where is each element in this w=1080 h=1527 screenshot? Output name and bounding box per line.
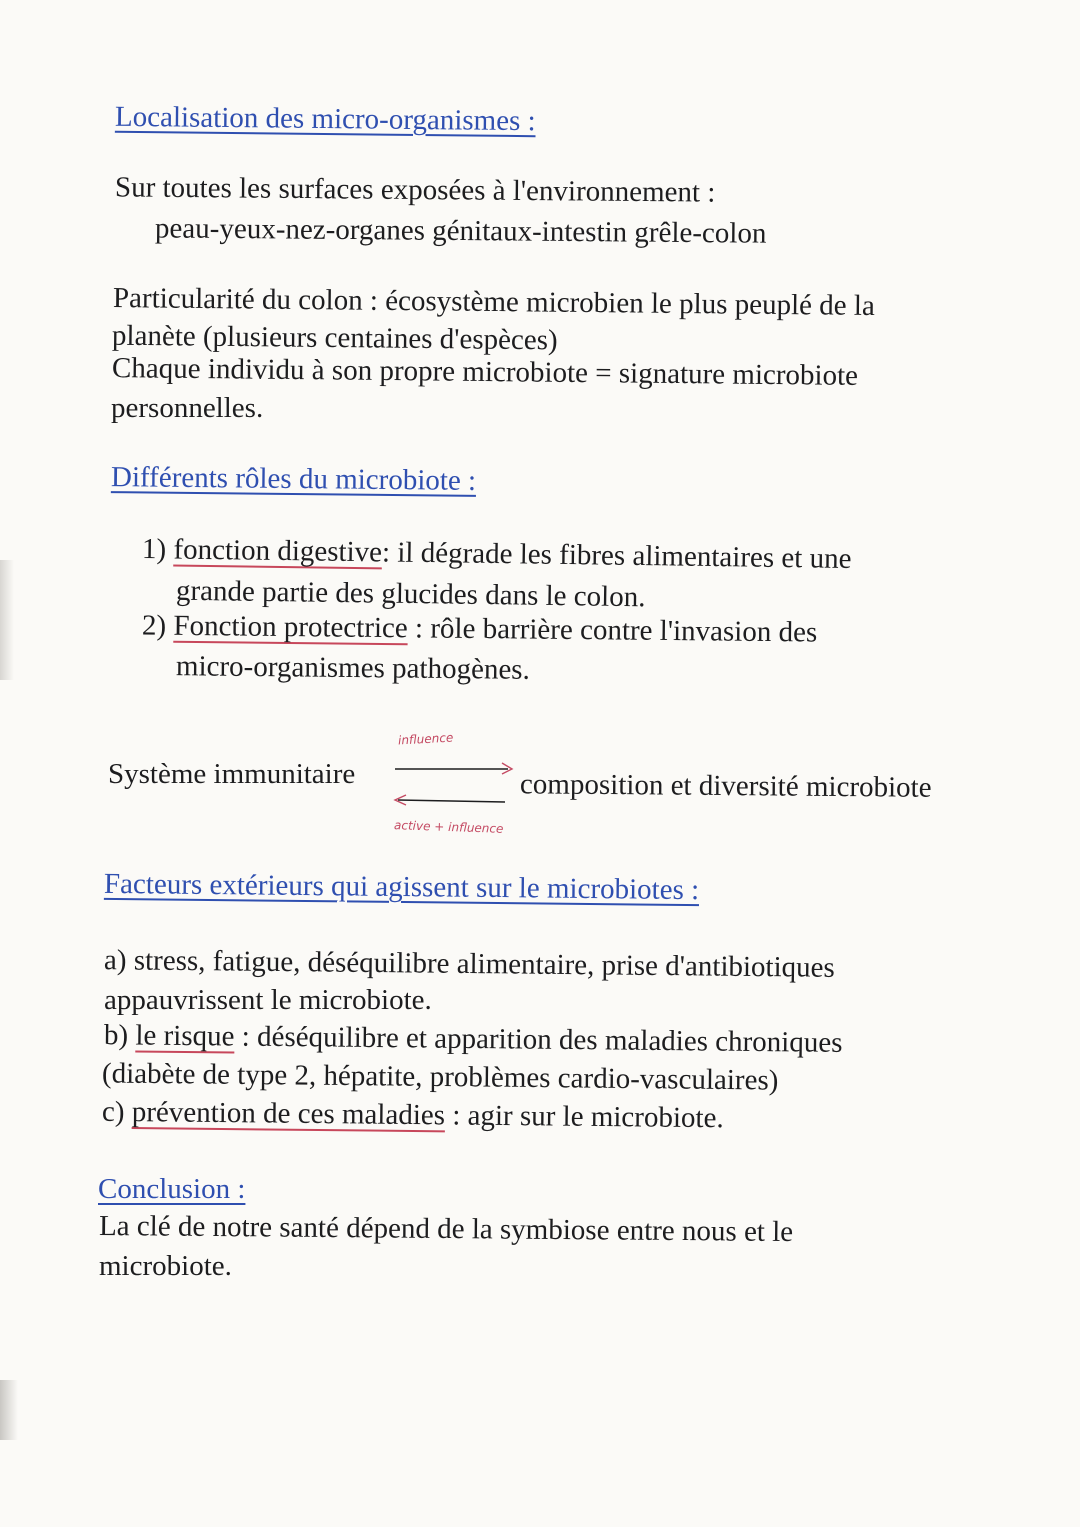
annotation-active-influence: active + influence (393, 818, 504, 836)
localisation-line-1: Sur toutes les surfaces exposées à l'environnement : (114, 171, 716, 209)
facteur-c-prefix: c) (101, 1095, 132, 1129)
particularite-line-1: Particularité du colon : écosystème microbien le plus peuplé de la (112, 282, 875, 322)
facteur-c-text: : agir sur le microbiote. (444, 1099, 724, 1135)
facteur-b-title: le risque (135, 1019, 235, 1053)
role-item-1 (142, 535, 852, 574)
heading-facteurs: Facteurs extérieurs qui agissent sur le microbiotes : (103, 867, 700, 907)
double-arrow-icon (390, 760, 520, 810)
conclusion-line-2: microbiote. (99, 1250, 232, 1282)
role-item-2-text: : rôle barrière contre l'invasion des (407, 612, 818, 649)
facteur-a-line-1: a) stress, fatigue, déséquilibre alimentaire, prise d'antibiotiques (103, 944, 835, 984)
facteur-c-line (101, 1095, 724, 1135)
particularite-line-2: planète (plusieurs centaines d'espèces) (111, 319, 558, 357)
role-item-1-number: 1) (141, 533, 167, 566)
diagram-left-label: Système immunitaire (108, 758, 356, 790)
role-item-1-line-2: grande partie des glucides dans le colon. (175, 574, 646, 614)
role-item-2-number: 2) (141, 609, 167, 642)
facteur-b-text: : déséquilibre et apparition des maladies chroniques (234, 1020, 843, 1059)
chaque-line-1: Chaque individu à son propre microbiote = signature microbiote (111, 352, 859, 392)
facteur-b-prefix: b) (103, 1019, 136, 1052)
chaque-line-2: personnelles. (111, 392, 264, 424)
facteur-c-title: prévention de ces maladies (131, 1096, 446, 1132)
facteur-b-line-1 (104, 1021, 843, 1058)
paper-edge-shadow (0, 560, 14, 680)
role-item-2 (142, 611, 818, 647)
heading-roles: Différents rôles du microbiote : (110, 461, 477, 497)
role-item-1-text: : il dégrade les fibres alimentaires et une (381, 536, 852, 575)
role-item-1-title: fonction digestive (173, 533, 383, 569)
heading-conclusion: Conclusion : (98, 1173, 246, 1205)
conclusion-line-1: La clé de notre santé dépend de la symbiose entre nous et le (98, 1209, 794, 1249)
annotation-influence: influence (397, 730, 454, 748)
facteur-b-line-2: (diabète de type 2, hépatite, problèmes cardio-vasculaires) (101, 1057, 779, 1097)
facteur-a-line-2: appauvrissent le microbiote. (104, 984, 432, 1016)
role-item-2-title: Fonction protectrice (173, 609, 408, 645)
role-item-2-line-2: micro-organismes pathogènes. (175, 650, 530, 686)
localisation-line-2: peau-yeux-nez-organes génitaux-intestin grêle-colon (154, 212, 767, 250)
diagram-right-label: composition et diversité microbiote (519, 768, 932, 804)
paper-edge-shadow (0, 1380, 18, 1440)
heading-localisation: Localisation des micro-organismes : (114, 100, 536, 138)
